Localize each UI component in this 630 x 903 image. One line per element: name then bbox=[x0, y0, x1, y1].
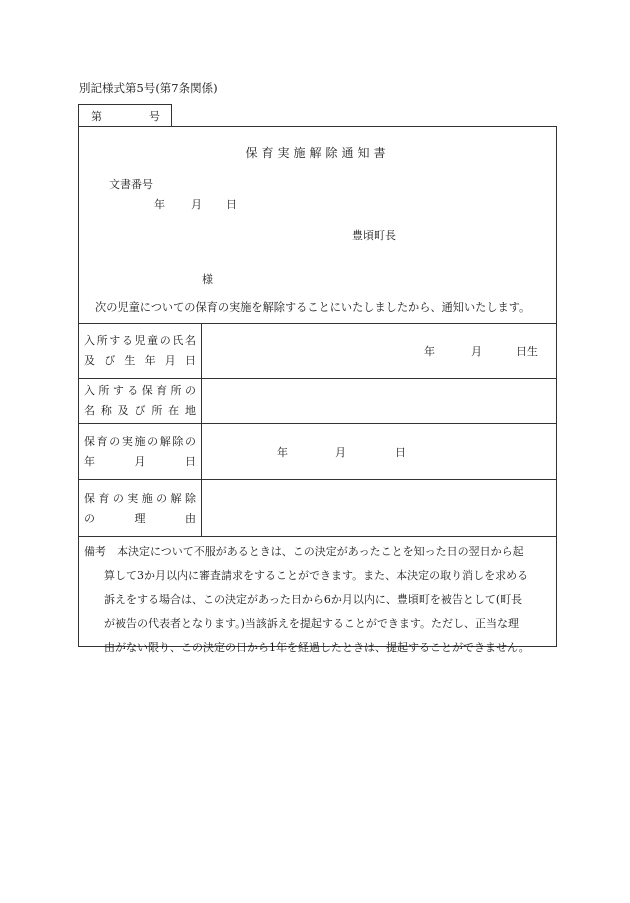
row-label-char: 月 bbox=[164, 354, 176, 367]
row-label-char: 実 bbox=[127, 492, 139, 505]
row-label-char: 年 bbox=[144, 354, 156, 367]
notes bbox=[84, 541, 550, 661]
row-label-char: 除 bbox=[184, 492, 196, 505]
row-label-char: 年 bbox=[84, 455, 95, 468]
divider bbox=[78, 423, 557, 424]
row-label-char: 施 bbox=[134, 435, 146, 448]
number-prefix: 第 bbox=[91, 110, 102, 123]
row-label-char: 称 bbox=[100, 404, 112, 417]
row-label-char: 施 bbox=[141, 492, 153, 505]
row-label-char: 除 bbox=[172, 435, 184, 448]
divider bbox=[78, 378, 557, 379]
row-label-char: の bbox=[184, 384, 196, 397]
row-label-char: 及 bbox=[117, 404, 129, 417]
row-label-char: 育 bbox=[98, 492, 110, 505]
row-label-char: の bbox=[109, 435, 121, 448]
row-label-char: の bbox=[156, 492, 168, 505]
row-label-char: 理 bbox=[134, 512, 146, 525]
row-label-char: 育 bbox=[156, 384, 168, 397]
row-label-char: 保 bbox=[84, 435, 95, 448]
row-label-char: 童 bbox=[147, 334, 159, 347]
row-label-char: 所 bbox=[98, 384, 110, 397]
number-suffix: 号 bbox=[149, 110, 160, 123]
row-label-char: 日 bbox=[185, 455, 196, 468]
date-year: 年 bbox=[154, 198, 165, 211]
birth-day: 日生 bbox=[516, 345, 538, 358]
date-day: 日 bbox=[226, 198, 237, 211]
row-label-char: 生 bbox=[124, 354, 136, 367]
note-line: 訴えをする場合は、この決定があった日から6か月以内に、豊頃町を被告として(町長 bbox=[104, 593, 523, 606]
note-line: が被告の代表者となります。)当該訴えを提起することができます。ただし、正当な理 bbox=[104, 617, 520, 630]
issuer: 豊頃町長 bbox=[352, 229, 396, 242]
row-label-char: 育 bbox=[96, 435, 108, 448]
row-label-char: 及 bbox=[84, 354, 95, 367]
row-label-char: び bbox=[134, 404, 146, 417]
note-line: 備考 本決定について不服があるときは、この決定があったことを知った日の翌日から起 bbox=[84, 545, 524, 558]
row-label-char: 名 bbox=[185, 334, 196, 347]
row-label-char: 解 bbox=[170, 492, 182, 505]
row-label-char: 保 bbox=[141, 384, 153, 397]
row-label-char: 解 bbox=[159, 435, 171, 448]
release-day: 日 bbox=[395, 446, 406, 459]
row-label-char: 所 bbox=[151, 404, 163, 417]
row-label-char: 日 bbox=[184, 354, 196, 367]
row-label-char: す bbox=[112, 384, 124, 397]
row-label-char: 由 bbox=[185, 512, 196, 525]
intro-text: 次の児童についての保育の実施を解除することにいたしましたから、通知いたします。 bbox=[95, 301, 531, 314]
row-label-char: る bbox=[121, 334, 133, 347]
row-label-char: 地 bbox=[184, 404, 196, 417]
doc-number-label: 文書番号 bbox=[109, 178, 153, 191]
row-label-char: 実 bbox=[121, 435, 133, 448]
row-label-char: 名 bbox=[84, 404, 95, 417]
row-label-char: 月 bbox=[134, 455, 146, 468]
row-label-char: す bbox=[109, 334, 121, 347]
row-label-char: 所 bbox=[170, 384, 182, 397]
release-year: 年 bbox=[277, 446, 288, 459]
divider bbox=[78, 536, 557, 537]
row-label-char: び bbox=[104, 354, 116, 367]
row-label-nursery bbox=[84, 381, 196, 421]
divider bbox=[78, 479, 557, 480]
row-label-char: る bbox=[127, 384, 139, 397]
row-label-char: 入 bbox=[84, 334, 95, 347]
row-label-char: 氏 bbox=[172, 334, 184, 347]
note-line: 由がない限り、この決定の日から1年を経過したときは、提起することができません。 bbox=[104, 641, 530, 654]
column-divider bbox=[201, 323, 202, 536]
row-label-char: 所 bbox=[96, 334, 108, 347]
row-label-release-date bbox=[84, 432, 196, 472]
row-label-char: 保 bbox=[84, 492, 95, 505]
row-label-char: 入 bbox=[84, 384, 95, 397]
note-line: 算して3か月以内に審査請求をすることができます。また、本決定の取り消しを求める bbox=[104, 569, 529, 582]
row-label-char: の bbox=[159, 334, 171, 347]
row-label-child-name bbox=[84, 331, 196, 371]
row-label-char: の bbox=[147, 435, 159, 448]
release-month: 月 bbox=[335, 446, 346, 459]
birth-year: 年 bbox=[424, 345, 435, 358]
date-month: 月 bbox=[191, 198, 202, 211]
row-label-char: の bbox=[112, 492, 124, 505]
row-label-reason bbox=[84, 489, 196, 529]
row-label-char: 在 bbox=[168, 404, 180, 417]
row-label-char: の bbox=[185, 435, 196, 448]
addressee-suffix: 様 bbox=[202, 273, 213, 286]
divider bbox=[78, 323, 557, 324]
page-title: 保育実施解除通知書 bbox=[245, 146, 390, 160]
row-label-char: の bbox=[84, 512, 95, 525]
form-label: 別記様式第5号(第7条関係) bbox=[79, 81, 218, 95]
row-label-char: 児 bbox=[134, 334, 146, 347]
birth-month: 月 bbox=[471, 345, 482, 358]
